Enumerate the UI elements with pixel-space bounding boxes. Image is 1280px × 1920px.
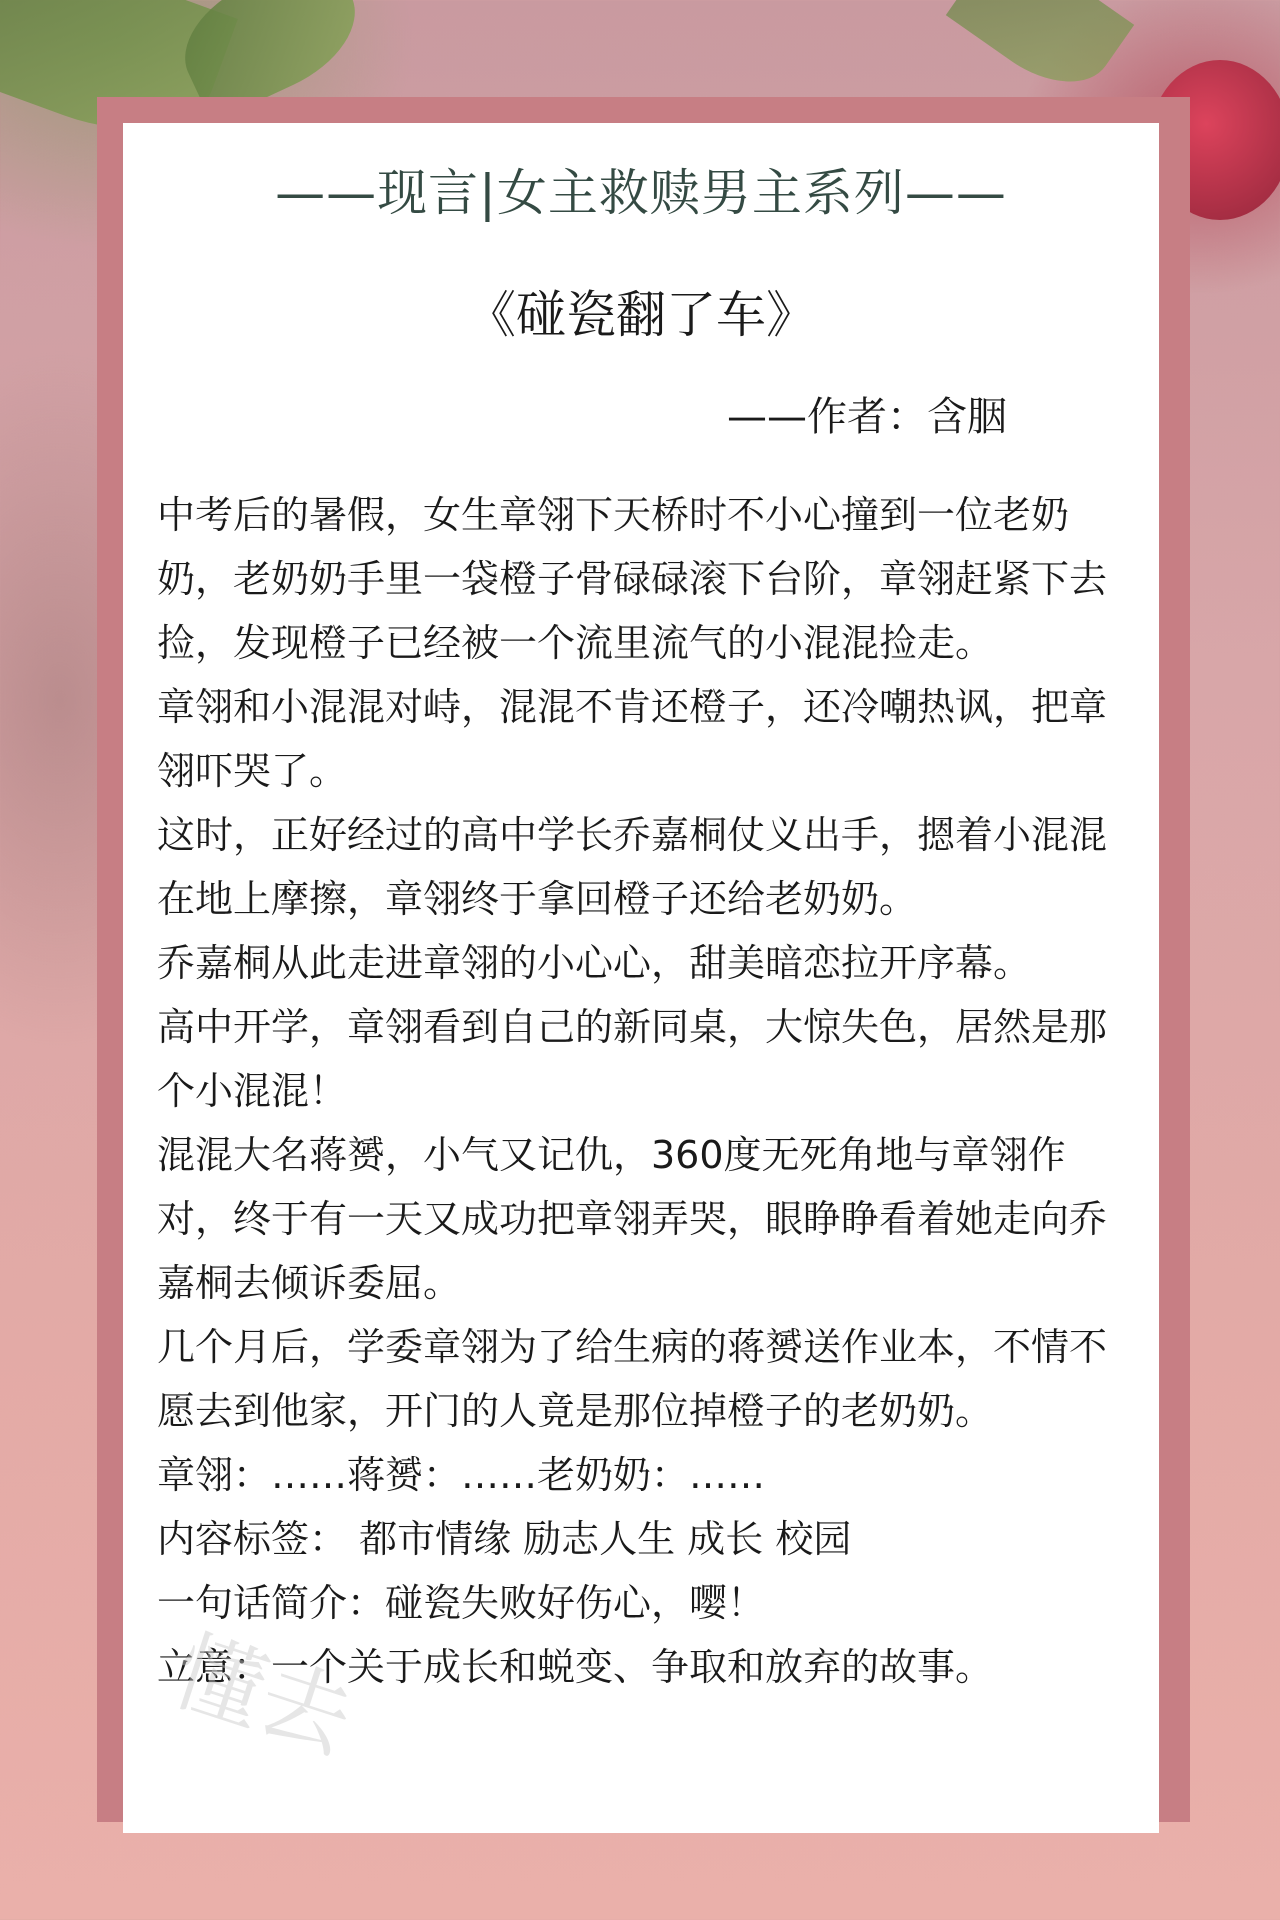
one-line-summary: 一句话简介：碰瓷失败好伤心，嘤！ xyxy=(157,1581,766,1625)
synopsis-paragraph: 章翎和小混混对峙，混混不肯还橙子，还冷嘲热讽，把章翎吓哭了。 xyxy=(157,685,1108,793)
synopsis xyxy=(157,483,1139,1699)
book-card xyxy=(123,123,1159,1833)
synopsis-paragraph: 中考后的暑假，女生章翎下天桥时不小心撞到一位老奶奶，老奶奶手里一袋橙子骨碌碌滚下台阶，章翎赶紧下去捡，发现橙子已经被一个流里流气的小混混捡走。 xyxy=(157,493,1108,665)
content-tags: 内容标签： 都市情缘 励志人生 成长 校园 xyxy=(157,1517,852,1561)
dialogue-line: 章翎：……蒋赟：……老奶奶：…… xyxy=(157,1453,766,1497)
author-line: ——作者：含胭 xyxy=(727,394,1007,440)
book-title: 《碰瓷翻了车》 xyxy=(466,286,816,344)
synopsis-paragraph: 这时，正好经过的高中学长乔嘉桐仗义出手，摁着小混混在地上摩擦，章翎终于拿回橙子还给老奶奶。 xyxy=(157,813,1108,921)
synopsis-paragraph: 乔嘉桐从此走进章翎的小心心，甜美暗恋拉开序幕。 xyxy=(157,941,1032,985)
synopsis-paragraph: 混混大名蒋赟，小气又记仇，360度无死角地与章翎作对，终于有一天又成功把章翎弄哭，眼睁睁看着她走向乔嘉桐去倾诉委屈。 xyxy=(157,1133,1108,1305)
leaf-decoration xyxy=(946,0,1134,107)
series-title: ——现言|女主救赎男主系列—— xyxy=(275,164,1007,222)
theme-line: 立意：一个关于成长和蜕变、争取和放弃的故事。 xyxy=(157,1645,994,1689)
synopsis-paragraph: 高中开学，章翎看到自己的新同桌，大惊失色，居然是那个小混混！ xyxy=(157,1005,1108,1113)
watermark: 懂去 xyxy=(160,1618,365,1774)
synopsis-paragraph: 几个月后，学委章翎为了给生病的蒋赟送作业本，不情不愿去到他家，开门的人竟是那位掉橙子的老奶奶。 xyxy=(157,1325,1108,1433)
